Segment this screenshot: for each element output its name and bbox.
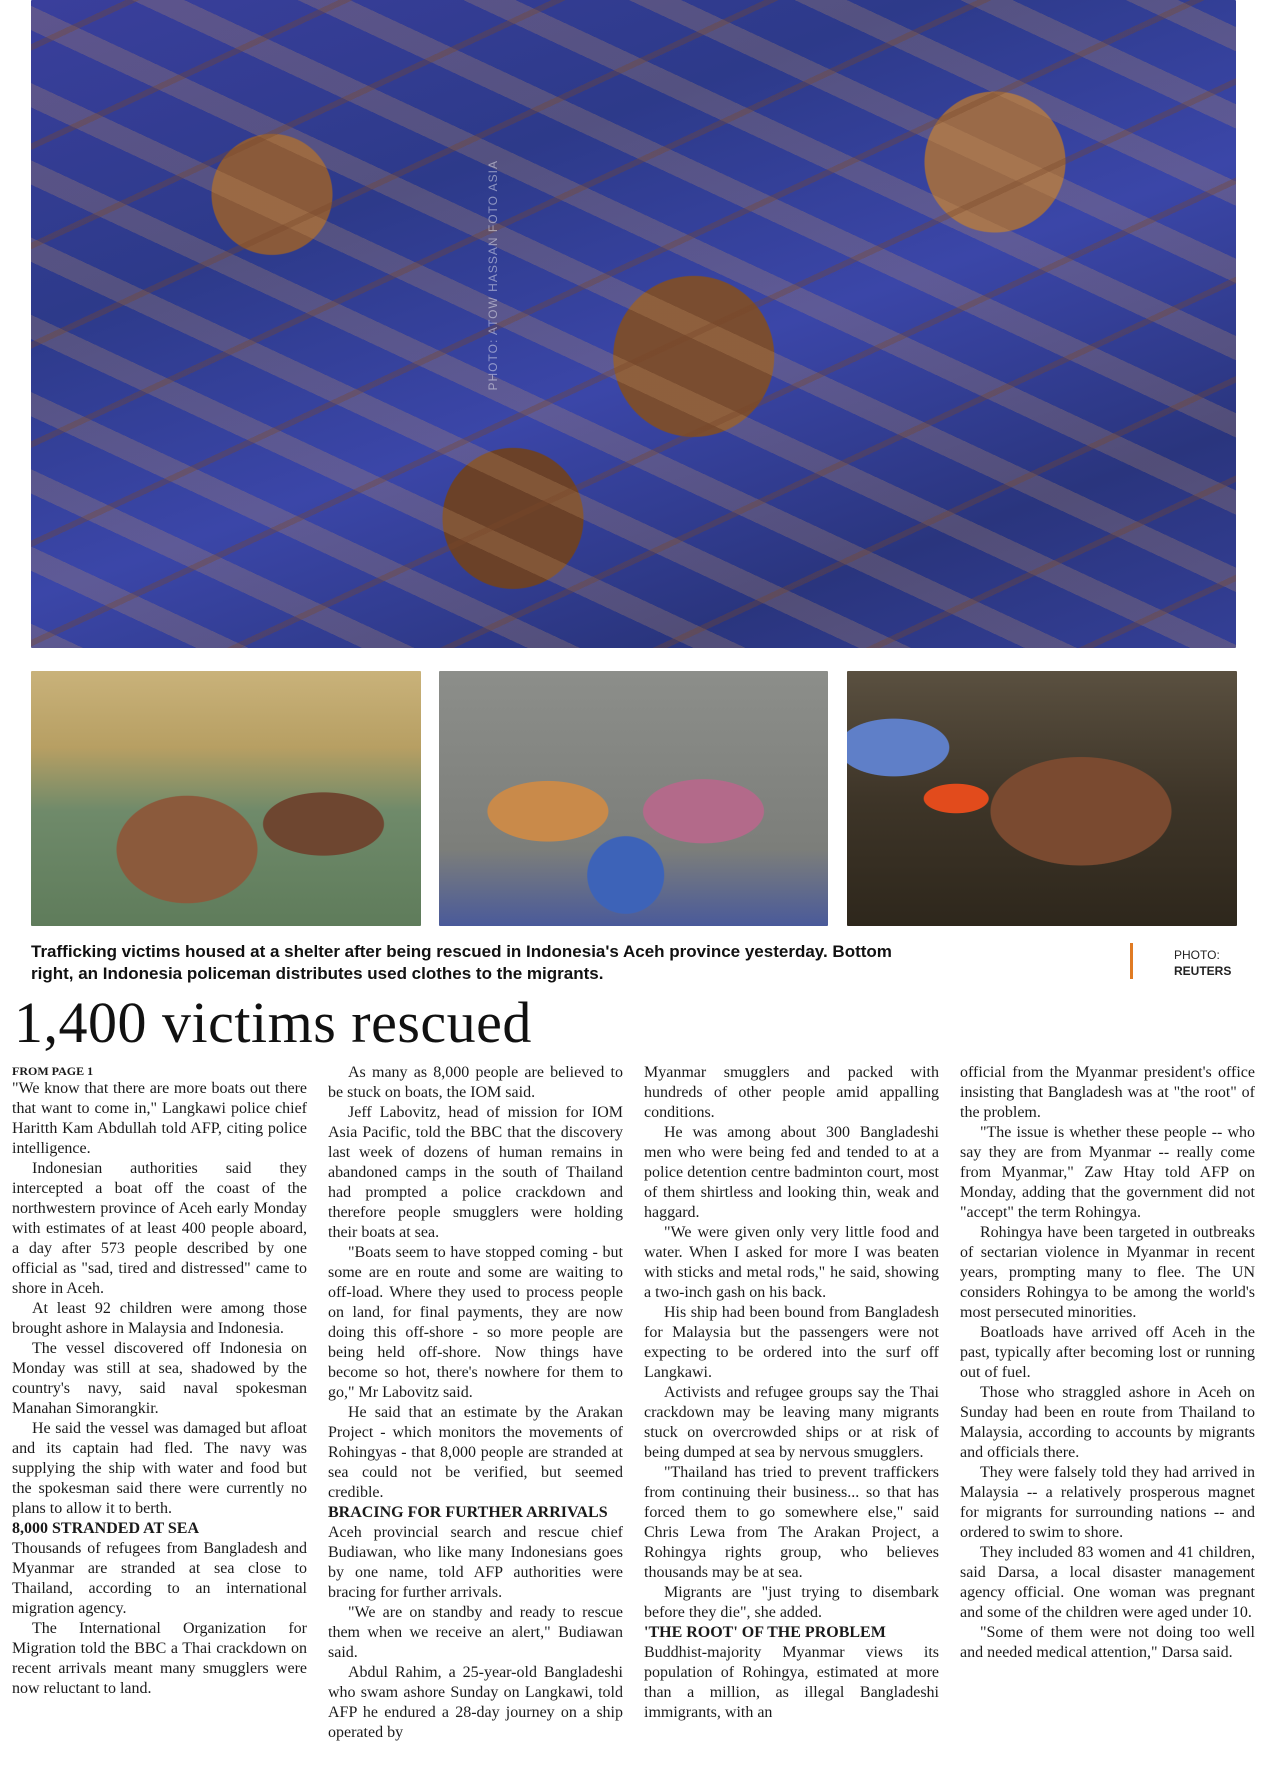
article-paragraph: His ship had been bound from Bangladesh for Malaysia but the passengers were not expecting to be ordered into the surf off Langkawi. (644, 1304, 939, 1381)
article-column-3 (644, 1063, 939, 1774)
section-subhead: BRACING FOR FURTHER ARRIVALS (328, 1504, 608, 1521)
article-paragraph: Abdul Rahim, a 25-year-old Bangladeshi who swam ashore Sunday on Langkawi, told AFP he endured a 28-day journey on a ship operated by (328, 1664, 623, 1741)
article-paragraph: As many as 8,000 people are believed to be stuck on boats, the IOM said. (328, 1064, 623, 1101)
article-paragraph: The vessel discovered off Indonesia on Monday was still at sea, shadowed by the country's navy, said naval spokesman Manahan Simorangkir. (12, 1340, 307, 1417)
article-paragraph: Jeff Labovitz, head of mission for IOM Asia Pacific, told the BBC that the discovery last week of dozens of human remains in abandoned camps in the south of Thailand had prompted a police crackdown and therefore people smugglers were holding their boats at sea. (328, 1104, 623, 1241)
article-paragraph: Myanmar smugglers and packed with hundreds of other people amid appalling conditions. (644, 1064, 939, 1121)
article-paragraph: "We know that there are more boats out there that want to come in," Langkawi police chief Haritth Kam Abdullah told AFP, citing police intelligence. (12, 1080, 307, 1157)
photo-credit (1174, 947, 1231, 979)
article-paragraph: Those who straggled ashore in Aceh on Sunday had been en route from Thailand to Malaysia, according to accounts by migrants and officials there. (960, 1384, 1255, 1461)
article-paragraph: Rohingya have been targeted in outbreaks of sectarian violence in Myanmar in recent years, prompting many to flee. The UN considers Rohingya to be among the world's most persecuted minorities. (960, 1224, 1255, 1321)
article-paragraph: Buddhist-majority Myanmar views its population of Rohingya, estimated at more than a million, as illegal Bangladeshi immigrants, with an (644, 1644, 939, 1721)
headline: 1,400 victims rescued (14, 990, 532, 1055)
article-paragraph: "The issue is whether these people -- who say they are from Myanmar -- really come from Myanmar," Zaw Htay told AFP on Monday, adding that the government did not "accept" the term Rohingya. (960, 1124, 1255, 1221)
main-photo (31, 0, 1236, 648)
article-paragraph: They included 83 women and 41 children, said Darsa, a local disaster management agency official. One woman was pregnant and some of the children were aged under 10. (960, 1544, 1255, 1621)
article-paragraph: Indonesian authorities said they intercepted a boat off the coast of the northwestern province of Aceh early Monday with estimates of at least 400 people aboard, a day after 573 people described by one official as "sad, tired and distressed" came to shore in Aceh. (12, 1160, 307, 1297)
kicker: FROM PAGE 1 (12, 1064, 94, 1078)
article-column-2 (328, 1063, 623, 1774)
article-paragraph: He said that an estimate by the Arakan Project - which monitors the movements of Rohingyas - that 8,000 people are stranded at sea could not be verified, but seemed credible. (328, 1404, 623, 1501)
article-paragraph: "Thailand has tried to prevent traffickers from continuing their business... so that has forced them to go somewhere else," said Chris Lewa from The Arakan Project, a Rohingya rights group, who believes thousands may be at sea. (644, 1464, 939, 1581)
article-paragraph: "Some of them were not doing too well and needed medical attention," Darsa said. (960, 1624, 1255, 1661)
photo-credit-source: REUTERS (1174, 964, 1232, 978)
shelter-photo-right (847, 671, 1237, 926)
section-subhead: 8,000 STRANDED AT SEA (12, 1520, 200, 1537)
article-paragraph: "We are on standby and ready to rescue them when we receive an alert," Budiawan said. (328, 1604, 623, 1661)
article-paragraph: Migrants are "just trying to disembark before they die", she added. (644, 1584, 939, 1621)
photo-caption: Trafficking victims housed at a shelter after being rescued in Indonesia's Aceh province yesterday. Bottom right, an Indonesia policeman distributes used clothes to the migrants. (31, 942, 892, 983)
article-paragraph: The International Organization for Migration told the BBC a Thai crackdown on recent arrivals meant many smugglers were now reluctant to land. (12, 1620, 307, 1697)
article-paragraph: "We were given only very little food and water. When I asked for more I was beaten with sticks and metal rods," he said, showing a two-inch gash on his back. (644, 1224, 939, 1301)
article-column-4 (960, 1063, 1255, 1774)
article-column-1 (12, 1063, 307, 1774)
article-paragraph: He said the vessel was damaged but afloat and its captain had fled. The navy was supplying the ship with water and food but the spokesman said there were currently no plans to allow it to berth. (12, 1420, 307, 1517)
article-paragraph: Thousands of refugees from Bangladesh and Myanmar are stranded at sea close to Thailand, according to an international migration agency. (12, 1540, 307, 1617)
article-paragraph: He was among about 300 Bangladeshi men who were being fed and tended to at a police detention centre badminton court, most of them shirtless and looking thin, weak and haggard. (644, 1124, 939, 1221)
article-paragraph: Boatloads have arrived off Aceh in the past, typically after becoming lost or running out of fuel. (960, 1324, 1255, 1381)
article-paragraph: "Boats seem to have stopped coming - but some are en route and some are waiting to off-load. Where they used to process people on land, for final payments, they are now doing this off-shore - so more people are being held off-shore. Now things have become so hot, there's nowhere for them to go," Mr Labovitz said. (328, 1244, 623, 1401)
article-paragraph: Aceh provincial search and rescue chief Budiawan, who like many Indonesians goes by one name, told AFP authorities were bracing for further arrivals. (328, 1524, 623, 1601)
article-paragraph: official from the Myanmar president's office insisting that Bangladesh was at "the root" of the problem. (960, 1064, 1255, 1121)
section-subhead: 'THE ROOT' OF THE PROBLEM (644, 1624, 886, 1641)
shelter-photo-middle (439, 671, 828, 926)
photo-credit-label: PHOTO: (1174, 948, 1220, 962)
shelter-photo-left (31, 671, 421, 926)
photo-watermark: PHOTO: ATOW HASSAN FOTO ASIA (486, 160, 500, 391)
caption-accent-bar (1130, 943, 1133, 979)
article-paragraph: They were falsely told they had arrived in Malaysia -- a relatively prosperous magnet for migrants for surrounding nations -- and ordered to swim to shore. (960, 1464, 1255, 1541)
article-paragraph: Activists and refugee groups say the Thai crackdown may be leaving many migrants stuck on overcrowded ships or at risk of being dumped at sea by nervous smugglers. (644, 1384, 939, 1461)
article-paragraph: At least 92 children were among those brought ashore in Malaysia and Indonesia. (12, 1300, 307, 1337)
